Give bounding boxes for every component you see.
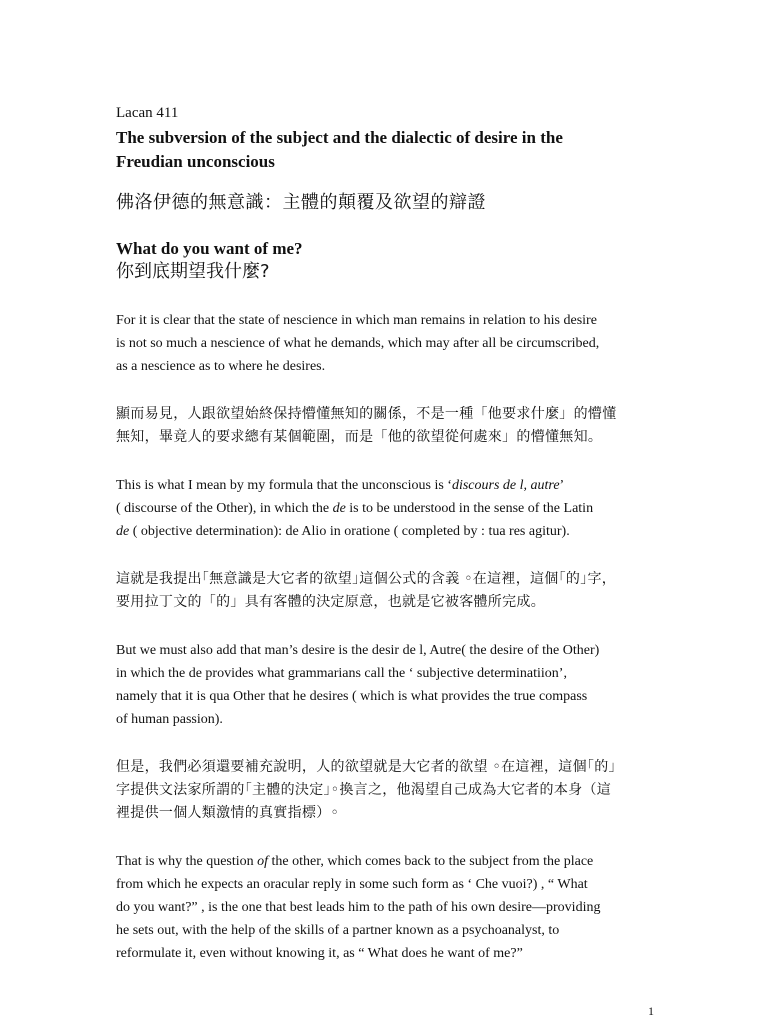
paragraph-line: reformulate it, even without knowing it, as “ What does he want of me?”	[116, 946, 523, 961]
paragraph-line: is not so much a nescience of what he demands, which may after all be circumscribed,	[116, 336, 600, 351]
paragraph-line: in which the de provides what grammarians call the ‘ subjective determinatiion’,	[116, 666, 567, 681]
paragraph-line: of human passion).	[116, 712, 223, 727]
paragraph-3-chinese	[116, 756, 656, 825]
paragraph-line	[116, 850, 656, 873]
paragraph-line: he sets out, with the help of the skills of a partner known as a psychoanalyst, to	[116, 923, 560, 938]
paragraph-1-chinese	[116, 403, 656, 449]
text-run: ( objective determination): de Alio in oratione ( completed by : tua res agitur).	[129, 524, 570, 539]
document-page	[116, 102, 656, 965]
paragraph-line	[116, 474, 656, 497]
paragraph-line: 裡提供一個人類激情的真實指標）◦	[116, 805, 340, 821]
paragraph-line: But we must also add that man’s desire is the desir de l, Autre( the desire of the Other)	[116, 643, 600, 658]
paragraph-line: 顯而易見，人跟欲望始終保持懵懂無知的關係，不是一種「他要求什麼」的懵懂	[116, 406, 617, 422]
text-run: ’	[559, 478, 565, 493]
page-number: 1	[648, 1004, 654, 1018]
section-question: What do you want of me?	[116, 239, 303, 258]
paragraph-line: as a nescience as to where he desires.	[116, 359, 326, 374]
paragraph-line: 這就是我提出｢無意識是大它者的欲望｣這個公式的含義 ◦在這裡，這個｢的｣字，	[116, 571, 617, 587]
paragraph-2-chinese	[116, 568, 656, 614]
course-label: Lacan 411	[116, 105, 179, 121]
paragraph-line: namely that it is qua Other that he desires ( which is what provides the true compass	[116, 689, 588, 704]
paragraph-1	[116, 309, 656, 378]
text-run: That is why the question	[116, 854, 258, 869]
section-question-chinese: 你到底期望我什麼?	[116, 261, 270, 282]
title-line-1: The subversion of the subject and the dialectic of desire in the	[116, 128, 563, 147]
text-run: the other, which comes back to the subject from the place	[268, 854, 594, 869]
paragraph-4	[116, 850, 656, 965]
paragraph-line: For it is clear that the state of nescience in which man remains in relation to his desire	[116, 313, 597, 328]
italic-term: discours de l, autre	[451, 478, 560, 493]
paragraph-line	[116, 520, 656, 543]
document-title	[116, 126, 656, 174]
paragraph-line: 字提供文法家所謂的｢主體的決定｣◦換言之，他渴望自己成為大它者的本身（這	[116, 782, 612, 798]
text-run: is to be understood in the sense of the Latin	[345, 501, 594, 516]
title-line-2: Freudian unconscious	[116, 152, 275, 171]
text-run: ( discourse of the Other), in which the	[116, 501, 333, 516]
paragraph-2	[116, 474, 656, 543]
paragraph-line	[116, 497, 656, 520]
paragraph-line: 要用拉丁文的「的」具有客體的決定原意，也就是它被客體所完成。	[116, 594, 545, 610]
italic-term: de	[116, 524, 130, 539]
paragraph-line: 但是，我們必須還要補充說明，人的欲望就是大它者的欲望 ◦在這裡，這個｢的｣	[116, 759, 616, 775]
text-run: This is what I mean by my formula that the unconscious is ‘	[116, 478, 452, 493]
italic-term: de	[332, 501, 346, 516]
paragraph-line: do you want?” , is the one that best leads him to the path of his own desire—providing	[116, 900, 601, 915]
paragraph-line: 無知，畢竟人的要求總有某個範圍，而是「他的欲望從何處來」的懵懂無知。	[116, 429, 603, 445]
italic-term: of	[257, 854, 269, 869]
paragraph-line: from which he expects an oracular reply in some such form as ‘ Che vuoi?) , “ What	[116, 877, 588, 892]
paragraph-3	[116, 639, 656, 731]
chinese-title: 佛洛伊德的無意識：主體的顛覆及欲望的辯證	[116, 192, 486, 213]
